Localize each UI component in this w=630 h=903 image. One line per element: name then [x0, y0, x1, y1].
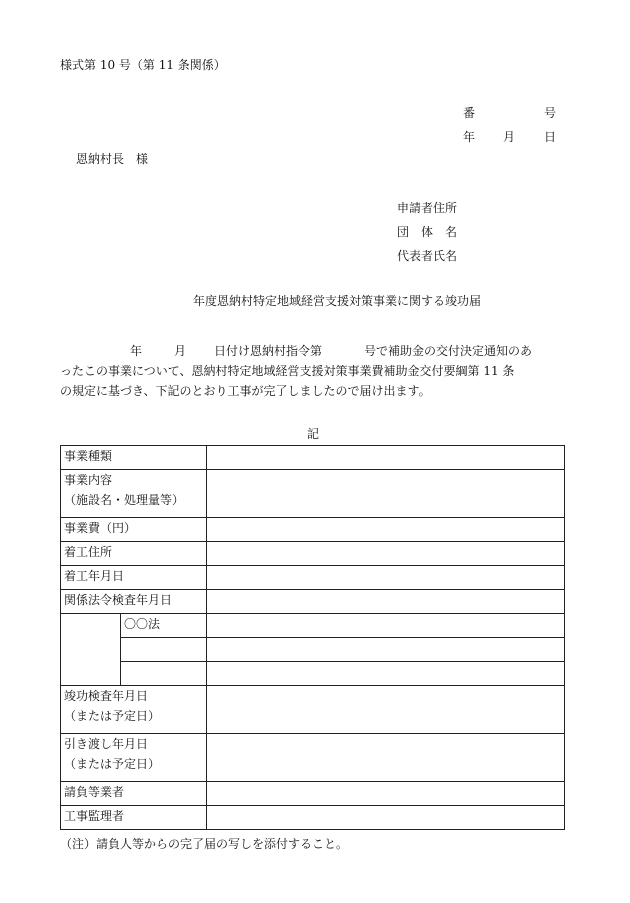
row-label-project-cost: 事業費（円）	[61, 518, 207, 542]
row-label-supervisor: 工事監理者	[61, 806, 207, 830]
addressee: 恩納村長 様	[76, 152, 149, 166]
table-row	[61, 446, 565, 470]
field-construction-address[interactable]	[207, 542, 565, 566]
date-day: 日	[544, 130, 557, 144]
table-row	[61, 590, 565, 614]
row-label-legal-inspection: 関係法令検査年月日	[61, 590, 207, 614]
row-label-business-content-sub: （施設名・処理量等）	[64, 493, 185, 507]
applicant-org-label: 団 体 名	[397, 225, 458, 239]
row-label-business-content-main: 事業内容	[64, 473, 113, 487]
row-label-construction-address: 着工住所	[61, 542, 207, 566]
body-line-3: の規定に基づき、下記のとおり工事が完了しましたので届け出ます。	[60, 384, 431, 398]
row-label-business-type: 事業種類	[61, 446, 207, 470]
row-label-business-content	[61, 470, 207, 518]
sub-label-law-3[interactable]	[121, 662, 207, 686]
footnote: （注）請負人等からの完了届の写しを添付すること。	[60, 837, 349, 851]
field-completion-inspection[interactable]	[207, 686, 565, 734]
table-row	[61, 782, 565, 806]
row-label-start-date: 着工年月日	[61, 566, 207, 590]
field-legal-inspection[interactable]	[207, 590, 565, 614]
legal-inspection-indent	[61, 614, 121, 686]
number-suffix: 号	[544, 106, 557, 120]
table-row	[61, 470, 565, 518]
body-year: 年	[130, 344, 143, 358]
table-row	[61, 518, 565, 542]
form-number: 様式第 10 号（第 11 条関係）	[60, 58, 226, 72]
table-row	[61, 662, 565, 686]
body-line-1	[60, 341, 570, 361]
body-ref-prefix: 日付け恩納村指令第	[214, 344, 323, 358]
table-row	[61, 614, 565, 638]
body-ref-suffix: 号で補助金の交付決定通知のあ	[364, 344, 533, 358]
field-start-date[interactable]	[207, 566, 565, 590]
row-label-handover-date-sub: （または予定日）	[64, 757, 161, 771]
date-month: 月	[503, 130, 516, 144]
table-row	[61, 566, 565, 590]
number-label: 番	[463, 106, 476, 120]
date-year: 年	[463, 130, 476, 144]
table-row	[61, 686, 565, 734]
row-label-completion-inspection-sub: （または予定日）	[64, 709, 161, 723]
row-label-contractor: 請負等業者	[61, 782, 207, 806]
field-supervisor[interactable]	[207, 806, 565, 830]
ki-heading: 記	[307, 427, 320, 441]
field-law-1[interactable]	[207, 614, 565, 638]
body-paragraph	[60, 341, 570, 401]
body-line-2: ったこの事業について、恩納村特定地域経営支援対策事業費補助金交付要綱第 11 条	[60, 364, 515, 378]
row-label-handover-date-main: 引き渡し年月日	[64, 737, 149, 751]
field-contractor[interactable]	[207, 782, 565, 806]
table-row	[61, 734, 565, 782]
applicant-rep-label: 代表者氏名	[397, 249, 458, 263]
applicant-address-label: 申請者住所	[397, 201, 458, 215]
field-project-cost[interactable]	[207, 518, 565, 542]
document-title: 年度恩納村特定地域経営支援対策事業に関する竣功届	[193, 294, 482, 308]
row-label-handover-date	[61, 734, 207, 782]
field-law-3[interactable]	[207, 662, 565, 686]
field-handover-date[interactable]	[207, 734, 565, 782]
body-month: 月	[174, 344, 187, 358]
sub-label-law-1: 〇〇法	[121, 614, 207, 638]
field-business-content[interactable]	[207, 470, 565, 518]
completion-table	[60, 445, 565, 830]
field-law-2[interactable]	[207, 638, 565, 662]
row-label-completion-inspection-main: 竣功検査年月日	[64, 689, 149, 703]
table-row	[61, 806, 565, 830]
row-label-completion-inspection	[61, 686, 207, 734]
sub-label-law-2[interactable]	[121, 638, 207, 662]
field-business-type[interactable]	[207, 446, 565, 470]
table-row	[61, 638, 565, 662]
table-row	[61, 542, 565, 566]
